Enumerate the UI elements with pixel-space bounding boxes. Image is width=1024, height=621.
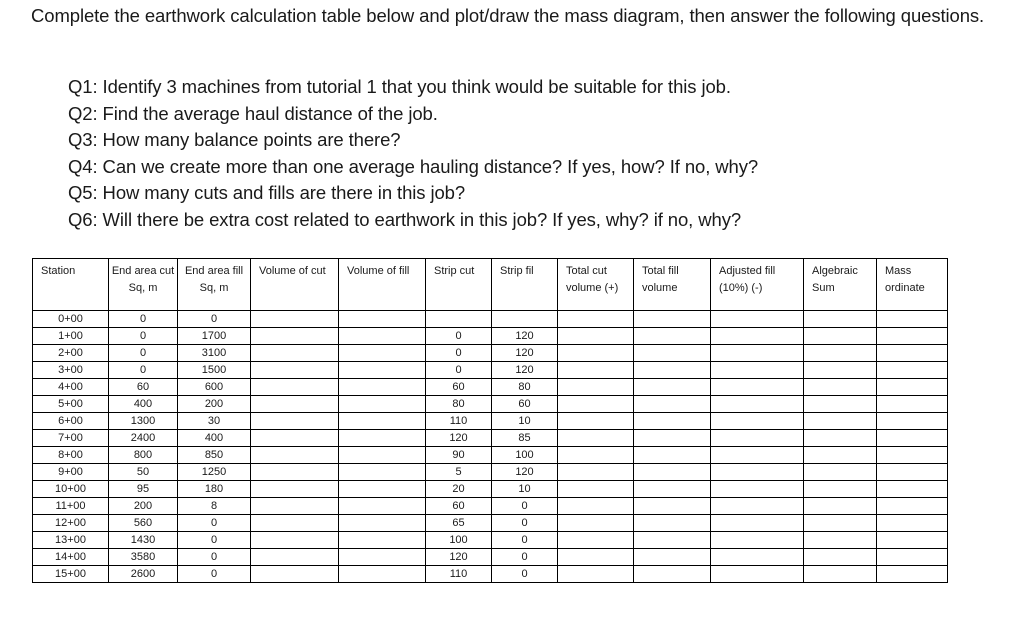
- question-1: Q1: Identify 3 machines from tutorial 1 that you think would be suitable for this job.: [68, 76, 731, 97]
- table-row: [33, 515, 948, 532]
- cell-end-area-fill: 400: [178, 430, 251, 447]
- table-row: [33, 498, 948, 515]
- cell-end-area-fill: 8: [178, 498, 251, 515]
- cell-adjusted-fill: [711, 362, 804, 379]
- cell-end-area-cut: 560: [109, 515, 178, 532]
- cell-algebraic-sum: [804, 481, 877, 498]
- cell-end-area-cut: 400: [109, 396, 178, 413]
- cell-strip-cut: 0: [426, 345, 492, 362]
- cell-algebraic-sum: [804, 515, 877, 532]
- cell-volume-cut: [251, 447, 339, 464]
- cell-station: 2+00: [33, 345, 109, 362]
- cell-algebraic-sum: [804, 430, 877, 447]
- header-algebraic-sum: Algebraic Sum: [804, 259, 877, 311]
- cell-strip-cut: 60: [426, 379, 492, 396]
- cell-total-fill-volume: [634, 413, 711, 430]
- cell-total-cut-volume: [558, 345, 634, 362]
- cell-adjusted-fill: [711, 413, 804, 430]
- cell-algebraic-sum: [804, 345, 877, 362]
- cell-volume-cut: [251, 430, 339, 447]
- cell-adjusted-fill: [711, 464, 804, 481]
- cell-mass-ordinate: [877, 481, 948, 498]
- cell-strip-cut: 0: [426, 328, 492, 345]
- cell-mass-ordinate: [877, 413, 948, 430]
- cell-mass-ordinate: [877, 532, 948, 549]
- cell-end-area-fill: 1250: [178, 464, 251, 481]
- cell-total-cut-volume: [558, 532, 634, 549]
- cell-end-area-cut: 2400: [109, 430, 178, 447]
- cell-volume-fill: [339, 498, 426, 515]
- header-volume-fill: Volume of fill: [339, 259, 426, 311]
- cell-strip-cut: 120: [426, 549, 492, 566]
- cell-end-area-fill: 0: [178, 532, 251, 549]
- cell-strip-fill: 0: [492, 532, 558, 549]
- cell-algebraic-sum: [804, 549, 877, 566]
- table-row: [33, 532, 948, 549]
- cell-end-area-cut: 60: [109, 379, 178, 396]
- cell-end-area-cut: 50: [109, 464, 178, 481]
- cell-end-area-fill: 200: [178, 396, 251, 413]
- cell-mass-ordinate: [877, 566, 948, 583]
- cell-station: 7+00: [33, 430, 109, 447]
- cell-station: 4+00: [33, 379, 109, 396]
- cell-total-cut-volume: [558, 549, 634, 566]
- cell-strip-fill: 0: [492, 549, 558, 566]
- cell-total-cut-volume: [558, 396, 634, 413]
- cell-total-fill-volume: [634, 396, 711, 413]
- table-row: [33, 328, 948, 345]
- cell-algebraic-sum: [804, 328, 877, 345]
- cell-volume-cut: [251, 464, 339, 481]
- question-3: Q3: How many balance points are there?: [68, 129, 401, 150]
- cell-adjusted-fill: [711, 481, 804, 498]
- cell-station: 15+00: [33, 566, 109, 583]
- cell-volume-fill: [339, 413, 426, 430]
- table-row: [33, 430, 948, 447]
- cell-volume-cut: [251, 345, 339, 362]
- cell-total-cut-volume: [558, 311, 634, 328]
- question-list: [68, 74, 1008, 233]
- cell-adjusted-fill: [711, 328, 804, 345]
- cell-total-cut-volume: [558, 328, 634, 345]
- cell-end-area-cut: 95: [109, 481, 178, 498]
- cell-station: 9+00: [33, 464, 109, 481]
- cell-adjusted-fill: [711, 345, 804, 362]
- cell-end-area-cut: 3580: [109, 549, 178, 566]
- cell-volume-fill: [339, 362, 426, 379]
- cell-volume-fill: [339, 311, 426, 328]
- cell-total-cut-volume: [558, 379, 634, 396]
- table-row: [33, 464, 948, 481]
- cell-mass-ordinate: [877, 549, 948, 566]
- cell-end-area-fill: 1700: [178, 328, 251, 345]
- cell-total-fill-volume: [634, 498, 711, 515]
- cell-strip-cut: 110: [426, 413, 492, 430]
- cell-adjusted-fill: [711, 498, 804, 515]
- cell-mass-ordinate: [877, 396, 948, 413]
- cell-total-fill-volume: [634, 566, 711, 583]
- header-mass-ordinate: Mass ordinate: [877, 259, 948, 311]
- cell-total-fill-volume: [634, 464, 711, 481]
- cell-station: 6+00: [33, 413, 109, 430]
- cell-total-cut-volume: [558, 362, 634, 379]
- cell-end-area-fill: 0: [178, 549, 251, 566]
- cell-volume-fill: [339, 515, 426, 532]
- cell-algebraic-sum: [804, 447, 877, 464]
- cell-mass-ordinate: [877, 328, 948, 345]
- cell-adjusted-fill: [711, 447, 804, 464]
- table-row: [33, 549, 948, 566]
- cell-volume-cut: [251, 549, 339, 566]
- cell-end-area-fill: 0: [178, 311, 251, 328]
- cell-adjusted-fill: [711, 311, 804, 328]
- cell-station: 0+00: [33, 311, 109, 328]
- cell-end-area-cut: 0: [109, 328, 178, 345]
- cell-total-fill-volume: [634, 328, 711, 345]
- cell-strip-cut: [426, 311, 492, 328]
- cell-strip-cut: 20: [426, 481, 492, 498]
- header-strip-cut: Strip cut: [426, 259, 492, 311]
- cell-volume-cut: [251, 379, 339, 396]
- header-station: Station: [33, 259, 109, 311]
- cell-end-area-cut: 1430: [109, 532, 178, 549]
- cell-strip-fill: 0: [492, 498, 558, 515]
- cell-mass-ordinate: [877, 379, 948, 396]
- cell-adjusted-fill: [711, 566, 804, 583]
- cell-algebraic-sum: [804, 362, 877, 379]
- header-strip-fill: Strip fil: [492, 259, 558, 311]
- cell-total-cut-volume: [558, 498, 634, 515]
- cell-volume-fill: [339, 430, 426, 447]
- header-volume-cut: Volume of cut: [251, 259, 339, 311]
- cell-end-area-cut: 800: [109, 447, 178, 464]
- cell-adjusted-fill: [711, 532, 804, 549]
- cell-algebraic-sum: [804, 532, 877, 549]
- cell-strip-fill: 10: [492, 481, 558, 498]
- cell-strip-cut: 110: [426, 566, 492, 583]
- cell-station: 11+00: [33, 498, 109, 515]
- cell-volume-fill: [339, 396, 426, 413]
- cell-volume-cut: [251, 413, 339, 430]
- table-row: [33, 362, 948, 379]
- cell-mass-ordinate: [877, 447, 948, 464]
- cell-volume-cut: [251, 566, 339, 583]
- cell-strip-fill: 85: [492, 430, 558, 447]
- cell-volume-fill: [339, 566, 426, 583]
- cell-strip-fill: [492, 311, 558, 328]
- cell-station: 13+00: [33, 532, 109, 549]
- table-row: [33, 396, 948, 413]
- cell-volume-cut: [251, 396, 339, 413]
- cell-strip-fill: 10: [492, 413, 558, 430]
- cell-strip-fill: 120: [492, 345, 558, 362]
- header-end-area-fill: End area fill Sq, m: [178, 259, 251, 311]
- cell-volume-cut: [251, 532, 339, 549]
- table-row: [33, 311, 948, 328]
- cell-end-area-cut: 2600: [109, 566, 178, 583]
- cell-volume-fill: [339, 379, 426, 396]
- cell-total-fill-volume: [634, 549, 711, 566]
- table-row: [33, 345, 948, 362]
- question-6: Q6: Will there be extra cost related to earthwork in this job? If yes, why? if no, why?: [68, 208, 742, 230]
- cell-strip-cut: 0: [426, 362, 492, 379]
- cell-mass-ordinate: [877, 345, 948, 362]
- cell-mass-ordinate: [877, 362, 948, 379]
- cell-end-area-fill: 3100: [178, 345, 251, 362]
- cell-total-fill-volume: [634, 447, 711, 464]
- cell-volume-cut: [251, 481, 339, 498]
- cell-strip-fill: 120: [492, 328, 558, 345]
- cell-algebraic-sum: [804, 379, 877, 396]
- cell-algebraic-sum: [804, 498, 877, 515]
- cell-volume-fill: [339, 464, 426, 481]
- cell-total-fill-volume: [634, 345, 711, 362]
- cell-mass-ordinate: [877, 311, 948, 328]
- cell-mass-ordinate: [877, 430, 948, 447]
- cell-strip-fill: 80: [492, 379, 558, 396]
- instructions-text: Complete the earthwork calculation table below and plot/draw the mass diagram, then answer the following questions.: [31, 5, 985, 26]
- cell-strip-fill: 0: [492, 566, 558, 583]
- cell-total-cut-volume: [558, 464, 634, 481]
- header-total-cut-volume: Total cut volume (+): [558, 259, 634, 311]
- cell-strip-fill: 0: [492, 515, 558, 532]
- cell-total-cut-volume: [558, 515, 634, 532]
- cell-mass-ordinate: [877, 515, 948, 532]
- cell-strip-cut: 100: [426, 532, 492, 549]
- cell-total-fill-volume: [634, 430, 711, 447]
- cell-volume-fill: [339, 481, 426, 498]
- cell-mass-ordinate: [877, 464, 948, 481]
- cell-end-area-cut: 1300: [109, 413, 178, 430]
- cell-total-fill-volume: [634, 515, 711, 532]
- cell-adjusted-fill: [711, 379, 804, 396]
- cell-strip-cut: 90: [426, 447, 492, 464]
- table-row: [33, 447, 948, 464]
- cell-volume-cut: [251, 515, 339, 532]
- cell-end-area-fill: 0: [178, 515, 251, 532]
- cell-station: 8+00: [33, 447, 109, 464]
- cell-station: 10+00: [33, 481, 109, 498]
- cell-volume-cut: [251, 311, 339, 328]
- cell-volume-fill: [339, 549, 426, 566]
- cell-volume-fill: [339, 532, 426, 549]
- header-total-fill-volume: Total fill volume: [634, 259, 711, 311]
- cell-volume-fill: [339, 328, 426, 345]
- cell-strip-cut: 120: [426, 430, 492, 447]
- question-4: Q4: Can we create more than one average hauling distance? If yes, how? If no, why?: [68, 155, 759, 177]
- cell-volume-fill: [339, 345, 426, 362]
- cell-station: 14+00: [33, 549, 109, 566]
- cell-volume-cut: [251, 328, 339, 345]
- cell-algebraic-sum: [804, 566, 877, 583]
- cell-adjusted-fill: [711, 396, 804, 413]
- cell-total-cut-volume: [558, 430, 634, 447]
- cell-end-area-fill: 850: [178, 447, 251, 464]
- cell-total-cut-volume: [558, 481, 634, 498]
- cell-adjusted-fill: [711, 549, 804, 566]
- cell-strip-fill: 60: [492, 396, 558, 413]
- cell-algebraic-sum: [804, 413, 877, 430]
- cell-station: 1+00: [33, 328, 109, 345]
- cell-adjusted-fill: [711, 515, 804, 532]
- table-row: [33, 566, 948, 583]
- cell-station: 5+00: [33, 396, 109, 413]
- cell-algebraic-sum: [804, 311, 877, 328]
- cell-algebraic-sum: [804, 464, 877, 481]
- cell-strip-cut: 5: [426, 464, 492, 481]
- header-adjusted-fill: Adjusted fill (10%) (-): [711, 259, 804, 311]
- table-row: [33, 481, 948, 498]
- cell-total-fill-volume: [634, 532, 711, 549]
- cell-end-area-fill: 600: [178, 379, 251, 396]
- header-end-area-cut: End area cut Sq, m: [109, 259, 178, 311]
- cell-total-cut-volume: [558, 413, 634, 430]
- cell-total-cut-volume: [558, 447, 634, 464]
- cell-strip-cut: 80: [426, 396, 492, 413]
- table-header-row: [33, 259, 948, 311]
- cell-algebraic-sum: [804, 396, 877, 413]
- cell-end-area-fill: 0: [178, 566, 251, 583]
- cell-volume-cut: [251, 498, 339, 515]
- cell-end-area-fill: 1500: [178, 362, 251, 379]
- cell-strip-cut: 65: [426, 515, 492, 532]
- cell-end-area-cut: 0: [109, 345, 178, 362]
- cell-strip-fill: 120: [492, 464, 558, 481]
- cell-station: 3+00: [33, 362, 109, 379]
- cell-strip-fill: 100: [492, 447, 558, 464]
- table-row: [33, 379, 948, 396]
- cell-end-area-cut: 0: [109, 311, 178, 328]
- earthwork-table: [32, 258, 948, 583]
- question-5: Q5: How many cuts and fills are there in this job?: [68, 182, 466, 203]
- cell-total-cut-volume: [558, 566, 634, 583]
- cell-end-area-fill: 180: [178, 481, 251, 498]
- cell-end-area-cut: 0: [109, 362, 178, 379]
- cell-total-fill-volume: [634, 311, 711, 328]
- table-body: [33, 311, 948, 583]
- cell-end-area-fill: 30: [178, 413, 251, 430]
- cell-station: 12+00: [33, 515, 109, 532]
- cell-adjusted-fill: [711, 430, 804, 447]
- table-row: [33, 413, 948, 430]
- cell-mass-ordinate: [877, 498, 948, 515]
- cell-end-area-cut: 200: [109, 498, 178, 515]
- cell-strip-fill: 120: [492, 362, 558, 379]
- cell-total-fill-volume: [634, 379, 711, 396]
- cell-volume-cut: [251, 362, 339, 379]
- cell-total-fill-volume: [634, 481, 711, 498]
- cell-volume-fill: [339, 447, 426, 464]
- cell-total-fill-volume: [634, 362, 711, 379]
- question-2: Q2: Find the average haul distance of the job.: [68, 102, 438, 124]
- cell-strip-cut: 60: [426, 498, 492, 515]
